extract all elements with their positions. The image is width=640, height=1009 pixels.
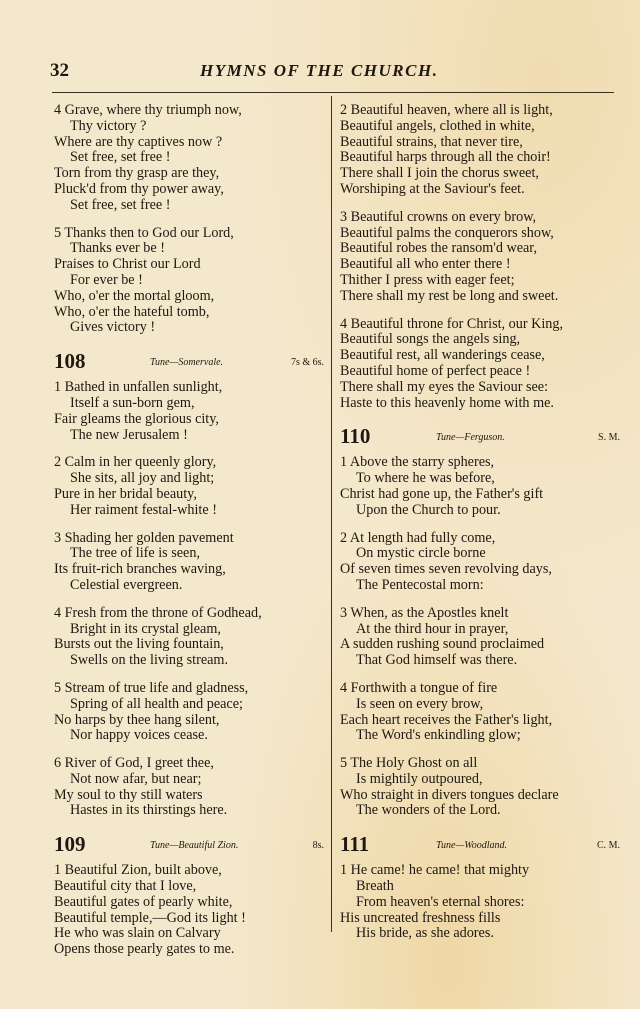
- verse-line: 2 Beautiful heaven, where all is light,: [340, 102, 553, 118]
- verse-line: Spring of all health and peace;: [70, 695, 243, 712]
- verse-line: The Word's enkindling glow;: [356, 727, 521, 744]
- running-title: HYMNS OF THE CHURCH.: [200, 61, 439, 80]
- verse-line: My soul to thy still waters: [54, 786, 203, 803]
- stanza: [340, 531, 622, 594]
- verse-line: Thither I press with eager feet;: [340, 271, 515, 288]
- stanza: [340, 606, 622, 669]
- verse-line: Beautiful temple,—God its light !: [54, 909, 246, 926]
- verse-line: 4 Grave, where thy triumph now,: [54, 102, 242, 118]
- verse-line: Beautiful home of perfect peace !: [340, 362, 531, 379]
- hymn-tune: Tune—Ferguson.: [436, 432, 505, 444]
- hymn-number: 109: [54, 832, 86, 857]
- verse-line: Christ had gone up, the Father's gift: [340, 485, 544, 502]
- verse-line: Set free, set free !: [70, 149, 171, 166]
- verse-line: Opens those pearly gates to me.: [54, 941, 235, 958]
- page-header: [50, 60, 630, 86]
- verse-line: On mystic circle borne: [356, 545, 486, 562]
- verse-line: At the third hour in prayer,: [356, 620, 509, 637]
- verse-line: Beautiful palms the conquerors show,: [340, 224, 554, 241]
- verse-line: Its fruit-rich branches waving,: [54, 561, 226, 578]
- stanza: [54, 226, 326, 337]
- hymn-number: 110: [340, 424, 371, 449]
- hymn-108-body: [54, 380, 326, 819]
- stanza: [54, 103, 326, 214]
- verse-line: A sudden rushing sound proclaimed: [340, 636, 545, 653]
- verse-line: Is seen on every brow,: [356, 695, 484, 712]
- verse-line: Itself a sun-born gem,: [70, 394, 195, 411]
- verse-line: That God himself was there.: [356, 652, 518, 669]
- verse-line: Beautiful all who enter there !: [340, 256, 511, 273]
- verse-line: 4 Forthwith a tongue of fire: [340, 679, 498, 696]
- stanza: [54, 380, 326, 443]
- verse-line: Set free, set free !: [70, 196, 171, 213]
- verse-line: He who was slain on Calvary: [54, 925, 221, 942]
- verse-line: Thy victory ?: [70, 117, 147, 134]
- verse-line: Breath: [356, 878, 394, 895]
- verse-line: 3 Shading her golden pavement: [54, 529, 234, 546]
- verse-line: Hastes in its thirstings here.: [70, 802, 228, 819]
- verse-line: Nor happy voices cease.: [70, 727, 208, 744]
- verse-line: 1 Bathed in unfallen sunlight,: [54, 379, 223, 396]
- hymn-110-header: [340, 423, 622, 453]
- verse-line: Is mightily outpoured,: [356, 770, 483, 787]
- verse-line: Pure in her bridal beauty,: [54, 485, 197, 502]
- verse-line: Her raiment festal-white !: [70, 501, 217, 518]
- hymn-tune: Tune—Somervale.: [150, 357, 224, 369]
- verse-line: Of seven times seven revolving days,: [340, 561, 552, 578]
- verse-line: Beautiful rest, all wanderings cease,: [340, 347, 545, 364]
- verse-line: To where he was before,: [356, 470, 495, 487]
- verse-line: Not now afar, but near;: [70, 770, 202, 787]
- verse-line: Thanks ever be !: [70, 240, 165, 257]
- verse-line: 5 The Holy Ghost on all: [340, 755, 478, 772]
- verse-line: Pluck'd from thy power away,: [54, 180, 224, 197]
- stanza: [340, 103, 622, 198]
- stanza: [340, 756, 622, 819]
- verse-line: His uncreated freshness fills: [340, 909, 501, 926]
- header-rule: [52, 92, 614, 93]
- stanza: [54, 455, 326, 518]
- verse-line: Worshiping at the Saviour's feet.: [340, 180, 525, 197]
- hymn-107-continuation: [54, 103, 326, 336]
- hymn-tune: Tune—Woodland.: [436, 840, 508, 852]
- hymn-meter: C. M.: [596, 840, 620, 852]
- verse-line: Beautiful songs the angels sing,: [340, 331, 521, 348]
- page-number: 32: [50, 60, 69, 81]
- verse-line: From heaven's eternal shores:: [356, 893, 525, 910]
- verse-line: 4 Fresh from the throne of Godhead,: [54, 604, 262, 621]
- verse-line: There shall my rest be long and sweet.: [340, 287, 559, 304]
- verse-line: Gives victory !: [70, 319, 156, 336]
- hymn-109-continuation: [340, 103, 622, 411]
- verse-line: Celestial evergreen.: [70, 576, 183, 593]
- verse-line: 1 Beautiful Zion, built above,: [54, 862, 222, 879]
- verse-line: 3 When, as the Apostles knelt: [340, 604, 509, 621]
- hymn-109-body: [54, 863, 326, 958]
- verse-line: Beautiful gates of pearly white,: [54, 893, 233, 910]
- verse-line: The Pentecostal morn:: [356, 576, 484, 593]
- verse-line: 2 Calm in her queenly glory,: [54, 454, 217, 471]
- verse-line: 1 He came! he came! that mighty: [340, 862, 530, 879]
- verse-line: Swells on the living stream.: [70, 652, 229, 669]
- stanza: [54, 681, 326, 744]
- stanza: [340, 681, 622, 744]
- hymn-111-body: [340, 863, 622, 942]
- hymn-110-body: [340, 455, 622, 819]
- verse-line: Praises to Christ our Lord: [54, 256, 201, 273]
- verse-line: His bride, as she adores.: [356, 925, 494, 942]
- verse-line: No harps by thee hang silent,: [54, 711, 220, 728]
- verse-line: 3 Beautiful crowns on every brow,: [340, 208, 537, 225]
- verse-line: The new Jerusalem !: [70, 426, 188, 443]
- hymn-108-header: [54, 348, 326, 378]
- verse-line: 1 Above the starry spheres,: [340, 454, 495, 471]
- verse-line: 4 Beautiful throne for Christ, our King,: [340, 315, 564, 332]
- verse-line: Beautiful city that I love,: [54, 878, 197, 895]
- verse-line: The wonders of the Lord.: [356, 802, 501, 819]
- hymn-tune: Tune—Beautiful Zion.: [150, 840, 239, 852]
- verse-line: Torn from thy grasp are they,: [54, 165, 220, 182]
- hymn-109-header: [54, 831, 326, 861]
- verse-line: Beautiful harps through all the choir!: [340, 149, 551, 166]
- stanza: [54, 531, 326, 594]
- verse-line: For ever be !: [70, 271, 143, 288]
- verse-line: There shall I join the chorus sweet,: [340, 165, 539, 182]
- right-column: [340, 103, 622, 954]
- verse-line: Haste to this heavenly home with me.: [340, 394, 554, 411]
- stanza: [340, 210, 622, 305]
- verse-line: The tree of life is seen,: [70, 545, 200, 562]
- stanza: [54, 863, 326, 958]
- verse-line: Where are thy captives now ?: [54, 133, 223, 150]
- verse-line: 5 Stream of true life and gladness,: [54, 679, 249, 696]
- verse-line: 5 Thanks then to God our Lord,: [54, 224, 234, 241]
- verse-line: Who, o'er the hateful tomb,: [54, 303, 210, 320]
- hymn-meter: 7s & 6s.: [290, 357, 324, 369]
- hymn-111-header: [340, 831, 622, 861]
- verse-line: Upon the Church to pour.: [356, 501, 501, 518]
- column-divider: [331, 96, 332, 932]
- verse-line: Beautiful robes the ransom'd wear,: [340, 240, 538, 257]
- stanza: [340, 455, 622, 518]
- verse-line: Each heart receives the Father's light,: [340, 711, 553, 728]
- hymn-meter: 8s.: [312, 840, 324, 852]
- hymn-meter: S. M.: [598, 432, 620, 444]
- stanza: [340, 317, 622, 412]
- verse-line: Bursts out the living fountain,: [54, 636, 224, 653]
- verse-line: Fair gleams the glorious city,: [54, 410, 219, 427]
- verse-line: She sits, all joy and light;: [70, 470, 215, 487]
- verse-line: There shall my eyes the Saviour see:: [340, 378, 549, 395]
- stanza: [54, 756, 326, 819]
- verse-line: Beautiful strains, that never tire,: [340, 133, 523, 150]
- hymn-number: 108: [54, 349, 86, 374]
- hymn-number: 111: [340, 832, 370, 857]
- verse-line: Bright in its crystal gleam,: [70, 620, 221, 637]
- verse-line: Who, o'er the mortal gloom,: [54, 287, 215, 304]
- verse-line: Beautiful angels, clothed in white,: [340, 117, 535, 134]
- stanza: [340, 863, 622, 942]
- verse-line: Who straight in divers tongues declare: [340, 786, 559, 803]
- left-column: [54, 103, 326, 970]
- verse-line: 2 At length had fully come,: [340, 529, 496, 546]
- stanza: [54, 606, 326, 669]
- verse-line: 6 River of God, I greet thee,: [54, 755, 214, 772]
